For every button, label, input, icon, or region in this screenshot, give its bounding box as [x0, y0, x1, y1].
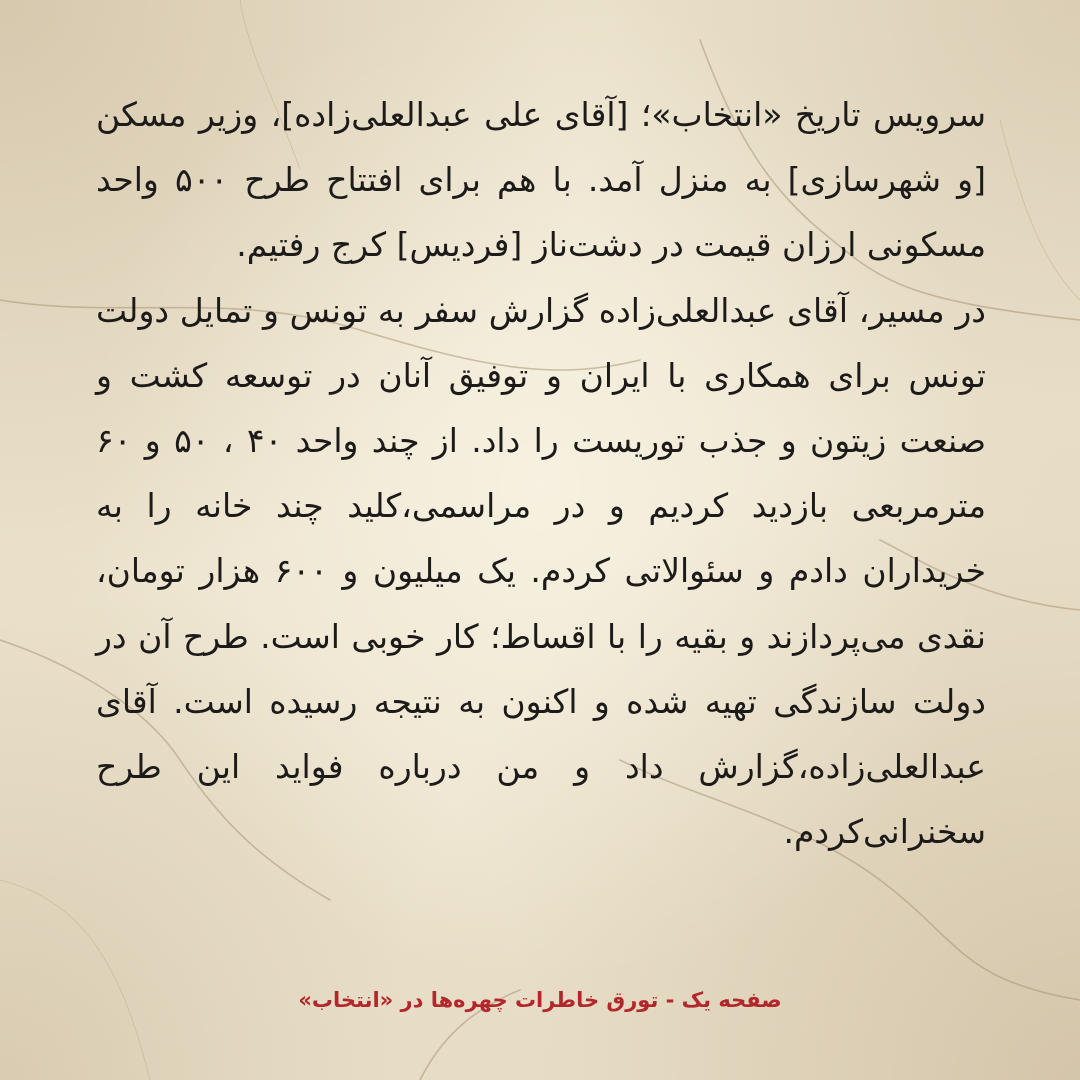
paper-crease [1000, 120, 1080, 300]
paper-crease [0, 880, 150, 1080]
page-footer-caption: صفحه یک - تورق خاطرات چهره‌ها در «انتخاب» [298, 988, 782, 1012]
memoir-body-text: سرویس تاریخ «انتخاب»؛ [آقای علی عبدالعلی‌زاده]، وزیر مسکن [و شهرسازی] به منزل آمد. با هم برای افتتاح طرح ۵۰۰ واحد مسکونی ارزان قیمت در دشت‌ناز [فردیس] کرج رفتیم. در مسیر، آقای عبدالعلی‌زاده گزارش سفر به تونس و تمایل دولت تونس برای همکاری با ایران و توفیق آنان در توسعه کشت و صنعت زیتون و جذب توریست را داد. از چند واحد ۴۰ ، ۵۰ و ۶۰ مترمربعی بازدید کردیم و در مراسمی،کلید چند خانه را به خریداران دادم و سئوالاتی کردم. یک میلیون و ۶۰۰ هزار تومان، نقدی می‌پردازند و بقیه را با اقساط؛ کار خوبی است. طرح آن در دولت سازندگی تهیه شده و اکنون به نتیجه رسیده است. آقای عبدالعلی‌زاده،گزارش داد و من درباره فواید این طرح سخنرانی‌کردم. [96, 95, 986, 852]
